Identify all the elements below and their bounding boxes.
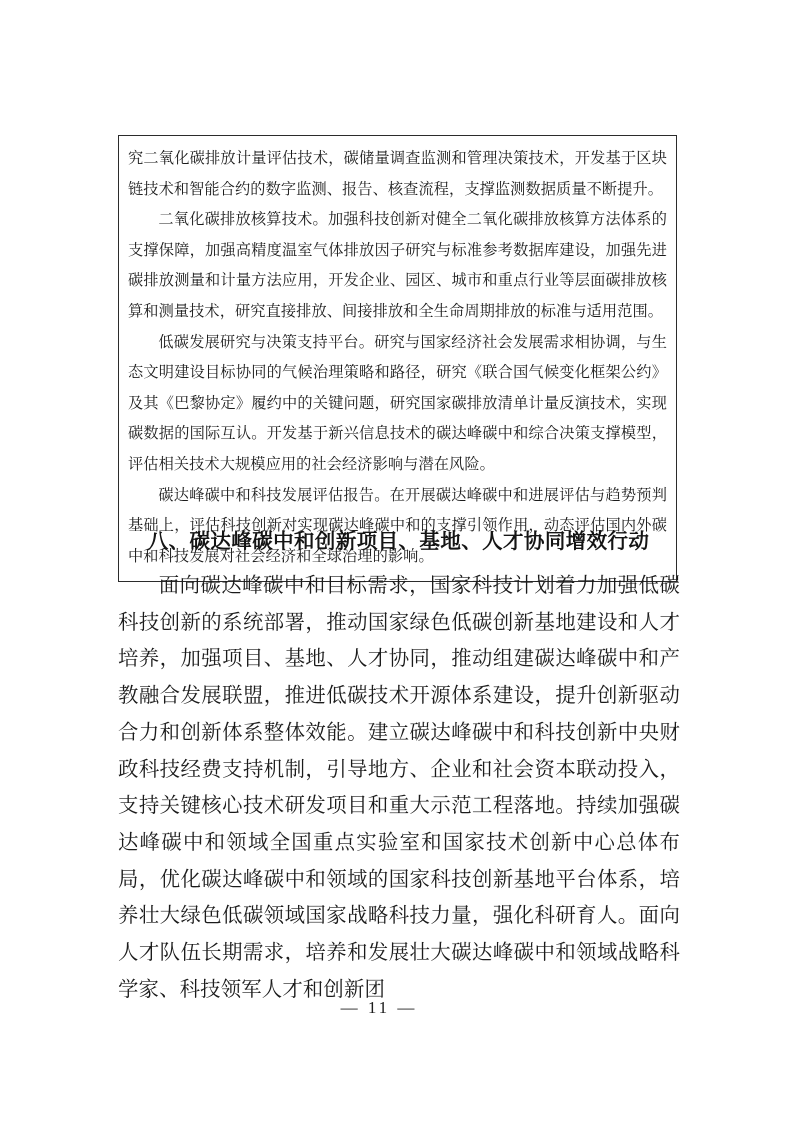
boxed-paragraph-4: 碳达峰碳中和科技发展评估报告。在开展碳达峰碳中和进展评估与趋势预判基础上，评估科技创新对实现碳达峰碳中和的支撑引领作用，动态评估国内外碳中和科技发展对社会经济和全球治理的影响。 <box>128 486 667 565</box>
section-body-block <box>118 568 680 1008</box>
boxed-paragraph-3: 低碳发展研究与决策支持平台。研究与国家经济社会发展需求相协调，与生态文明建设目标协同的气候治理策略和路径，研究《联合国气候变化框架公约》及其《巴黎协定》履约中的关键问题，研究国家碳排放清单计量反演技术，实现碳数据的国际互认。开发基于新兴信息技术的碳达峰碳中和综合决策支撑模型，评估相关技术大规模应用的社会经济影响与潜在风险。 <box>128 333 667 473</box>
section-heading: 八、碳达峰碳中和创新项目、基地、人才协同增效行动 <box>147 529 650 553</box>
page-number-footer: — 11 — <box>340 998 418 1017</box>
boxed-paragraph-2: 二氧化碳排放核算技术。加强科技创新对健全二氧化碳排放核算方法体系的支撑保障，加强高精度温室气体排放因子研究与标准参考数据库建设，加强先进碳排放测量和计量方法应用，开发企业、园区、城市和重点行业等层面碳排放核算和测量技术，研究直接排放、间接排放和全生命周期排放的标准与适用范围。 <box>128 211 667 320</box>
section-body-paragraph: 面向碳达峰碳中和目标需求，国家科技计划着力加强低碳科技创新的系统部署，推动国家绿色低碳创新基地建设和人才培养，加强项目、基地、人才协同，推动组建碳达峰碳中和产教融合发展联盟，推进低碳技术开源体系建设，提升创新驱动合力和创新体系整体效能。建立碳达峰碳中和科技创新中央财政科技经费支持机制，引导地方、企业和社会资本联动投入，支持关键核心技术研发项目和重大示范工程落地。持续加强碳达峰碳中和领域全国重点实验室和国家技术创新中心总体布局，优化碳达峰碳中和领域的国家科技创新基地平台体系，培养壮大绿色低碳领域国家战略科技力量，强化科研育人。面向人才队伍长期需求，培养和发展壮大碳达峰碳中和领域战略科学家、科技领军人才和创新团 <box>118 575 680 1001</box>
boxed-paragraph-1: 究二氧化碳排放计量评估技术，碳储量调查监测和管理决策技术，开发基于区块链技术和智能合约的数字监测、报告、核查流程，支撑监测数据质量不断提升。 <box>128 150 667 198</box>
boxed-text-block <box>118 135 677 582</box>
